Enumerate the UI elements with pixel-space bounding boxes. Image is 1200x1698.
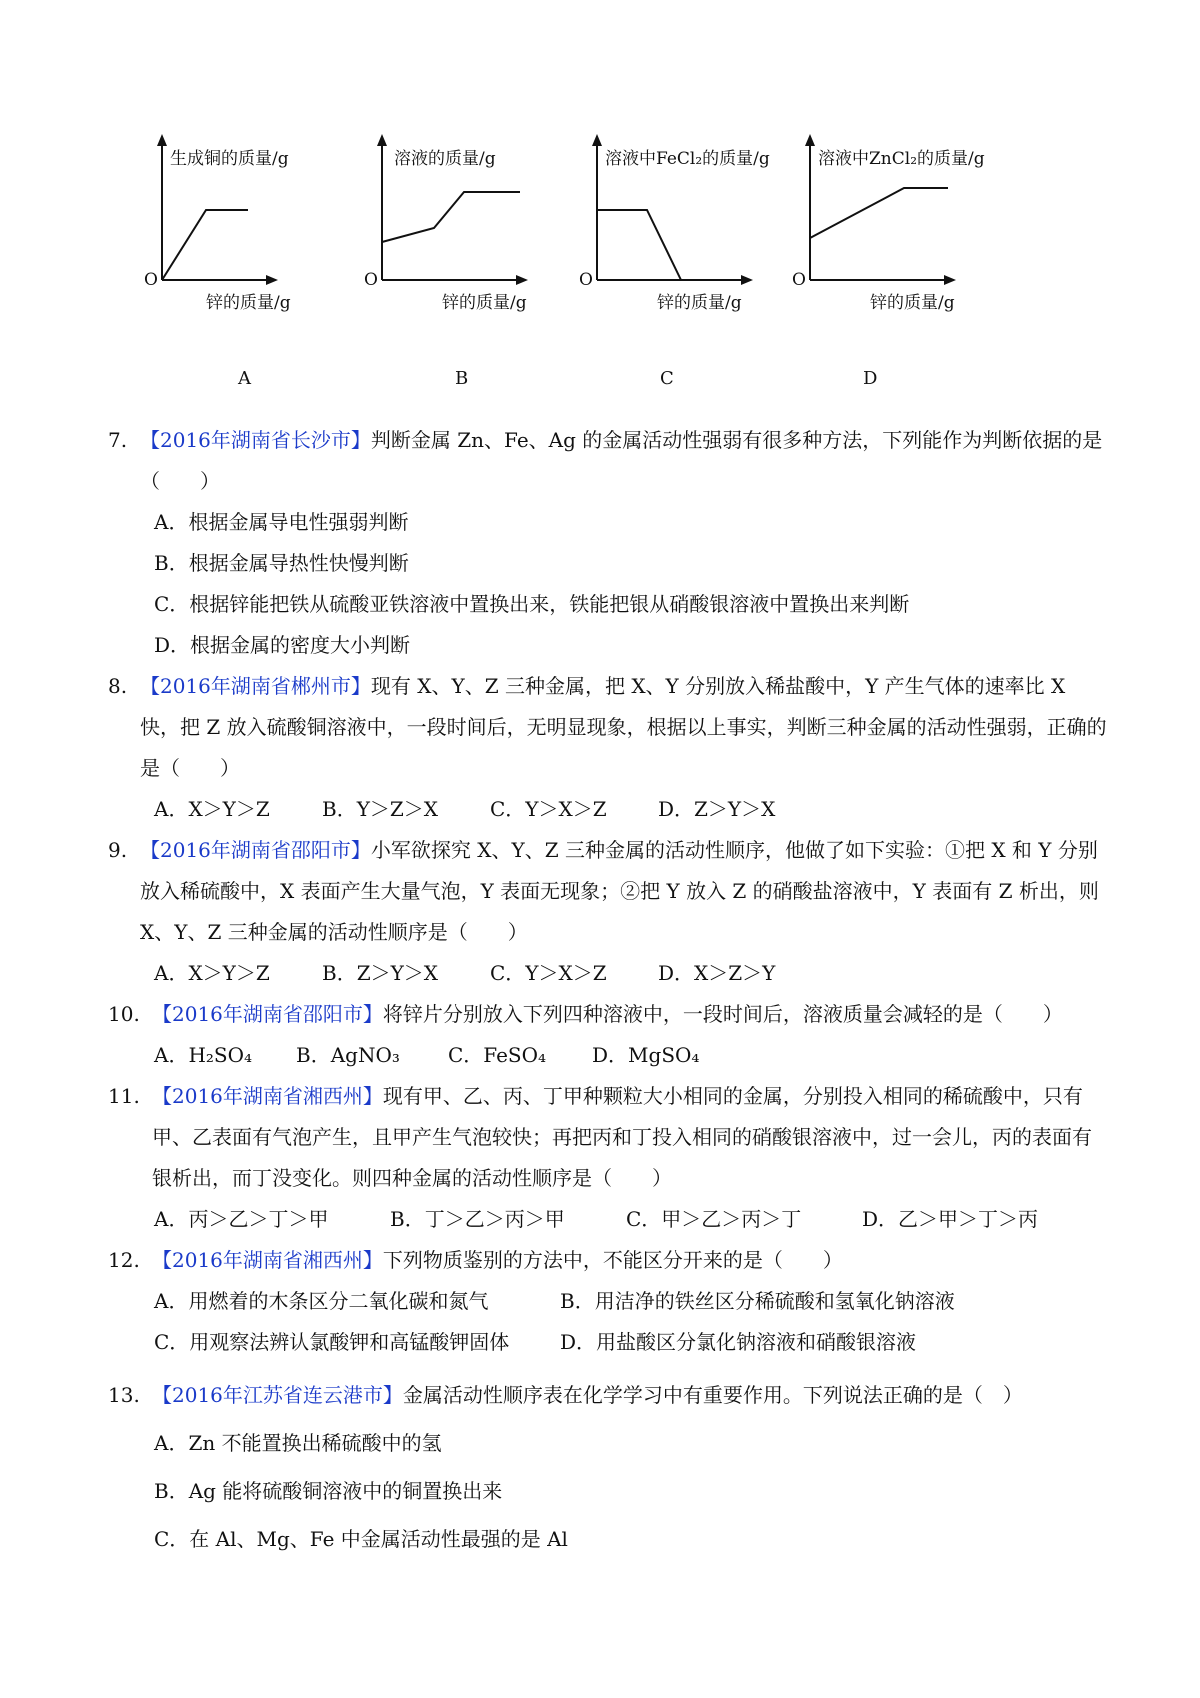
question-number: 9. <box>108 838 128 862</box>
graph-d <box>792 130 998 350</box>
question-stem: 金属活动性顺序表在化学学习中有重要作用。下列说法正确的是（ ） <box>402 1383 1023 1407</box>
question-stem: 下列物质鉴别的方法中，不能区分开来的是（ ） <box>382 1248 843 1272</box>
options-row <box>154 1322 1200 1363</box>
option-a: A．X＞Y＞Z <box>154 797 270 821</box>
option-c: C．Y＞X＞Z <box>490 797 607 821</box>
question-number: 13. <box>108 1383 140 1407</box>
option-d: D．用盐酸区分氯化钠溶液和硝酸银溶液 <box>560 1330 917 1354</box>
option-d: D．乙＞甲＞丁＞丙 <box>862 1207 1039 1231</box>
graph-a-origin: O <box>144 270 158 290</box>
graph-c-xlabel: 锌的质量/g <box>657 293 742 313</box>
option-a: A．Zn 不能置换出稀硫酸中的氢 <box>154 1431 442 1455</box>
option-b: B．用洁净的铁丝区分稀硫酸和氢氧化钠溶液 <box>560 1289 955 1313</box>
options-row <box>154 1281 1200 1322</box>
question-source: 【2016年湖南省湘西州】 <box>152 1084 383 1108</box>
option-b: B．根据金属导热性快慢判断 <box>154 551 409 575</box>
graph-c-curve <box>597 210 681 280</box>
question-stem: 现有甲、乙、丙、丁甲种颗粒大小相同的金属，分别投入相同的稀硫酸中，只有甲、乙表面有气泡产生，且甲产生气泡较快；再把丙和丁投入相同的硝酸银溶液中，过一会儿，丙的表面有银析出，而丁没变化。则四种金属的活动性顺序是（ ） <box>152 1084 1092 1190</box>
option-d: D．Z＞Y＞X <box>658 797 776 821</box>
option-b: B．AgNO₃ <box>296 1043 400 1067</box>
question-7 <box>108 420 1108 502</box>
graph-a-xlabel: 锌的质量/g <box>206 293 291 313</box>
option-a: A．用燃着的木条区分二氧化碳和氮气 <box>154 1289 489 1313</box>
question-9 <box>108 830 1108 953</box>
question-number: 8. <box>108 674 128 698</box>
graph-d-xlabel: 锌的质量/g <box>870 293 955 313</box>
option-d: D．根据金属的密度大小判断 <box>154 633 411 657</box>
graph-b-xlabel: 锌的质量/g <box>442 293 527 313</box>
option-a: A．X＞Y＞Z <box>154 961 270 985</box>
question-source: 【2016年湖南省郴州市】 <box>140 674 371 698</box>
question-stem: 判断金属 Zn、Fe、Ag 的金属活动性强弱有很多种方法，下列能作为判断依据的是（ ） <box>140 428 1103 493</box>
graph-a-curve <box>162 210 248 280</box>
question-13 <box>108 1371 1108 1419</box>
question-source: 【2016年湖南省邵阳市】 <box>140 838 371 862</box>
options-row <box>154 1199 1200 1240</box>
graph-c-ylabel: 溶液中FeCl₂的质量/g <box>605 149 770 169</box>
question-number: 10. <box>108 1002 140 1026</box>
question-list <box>0 420 1200 1563</box>
question-stem: 小军欲探究 X、Y、Z 三种金属的活动性顺序，他做了如下实验：①把 X 和 Y 分别放入稀硫酸中，X 表面产生大量气泡，Y 表面无现象；②把 Y 放入 Z 的硝酸盐溶液中，Y 表面有 Z 析出，则 X、Y、Z 三种金属的活动性顺序是（ ） <box>140 838 1099 944</box>
option-b: B．Ag 能将硫酸铜溶液中的铜置换出来 <box>154 1479 503 1503</box>
graph-c <box>579 130 785 350</box>
option-c: C．甲＞乙＞丙＞丁 <box>626 1207 802 1231</box>
graph-b <box>364 130 570 350</box>
option-c: C．用观察法辨认氯酸钾和高锰酸钾固体 <box>154 1330 510 1354</box>
question-12 <box>108 1240 1108 1281</box>
options-row <box>154 789 1200 830</box>
graph-c-origin: O <box>579 270 593 290</box>
question-source: 【2016年湖南省长沙市】 <box>140 428 371 452</box>
question-11 <box>108 1076 1108 1199</box>
option-b: B．Y＞Z＞X <box>322 797 439 821</box>
graph-b-origin: O <box>364 270 378 290</box>
graph-d-origin: O <box>792 270 806 290</box>
option-c: C．在 Al、Mg、Fe 中金属活动性最强的是 Al <box>154 1527 568 1551</box>
question-10 <box>108 994 1108 1035</box>
question-stem: 现有 X、Y、Z 三种金属，把 X、Y 分别放入稀盐酸中，Y 产生气体的速率比 X 快，把 Z 放入硫酸铜溶液中，一段时间后，无明显现象，根据以上事实，判断三种金属的活动性强弱，正确的是（ ） <box>140 674 1107 780</box>
graph-b-ylabel: 溶液的质量/g <box>394 149 496 169</box>
question-number: 12. <box>108 1248 140 1272</box>
option-a: A．H₂SO₄ <box>154 1043 253 1067</box>
option-c: C．FeSO₄ <box>448 1043 547 1067</box>
question-source: 【2016年湖南省湘西州】 <box>152 1248 383 1272</box>
option-c: C．Y＞X＞Z <box>490 961 607 985</box>
graph-d-caption: D <box>863 368 878 389</box>
question-number: 11. <box>108 1084 140 1108</box>
graph-row <box>0 0 1200 400</box>
option-d: D．X＞Z＞Y <box>658 961 776 985</box>
graph-c-caption: C <box>660 368 674 389</box>
question-stem: 将锌片分别放入下列四种溶液中，一段时间后，溶液质量会减轻的是（ ） <box>382 1002 1063 1026</box>
option-b: B．丁＞乙＞丙＞甲 <box>390 1207 565 1231</box>
question-source: 【2016年湖南省邵阳市】 <box>152 1002 383 1026</box>
graph-b-caption: B <box>455 368 469 389</box>
question-8 <box>108 666 1108 789</box>
option-a: A．根据金属导电性强弱判断 <box>154 510 409 534</box>
option-b: B．Z＞Y＞X <box>322 961 439 985</box>
options-row <box>154 1035 1200 1076</box>
graph-a <box>144 130 350 350</box>
question-source: 【2016年江苏省连云港市】 <box>152 1383 403 1407</box>
option-a: A．丙＞乙＞丁＞甲 <box>154 1207 329 1231</box>
question-number: 7. <box>108 428 128 452</box>
graph-d-ylabel: 溶液中ZnCl₂的质量/g <box>818 149 985 169</box>
graph-d-curve <box>810 188 948 238</box>
options-row <box>154 953 1200 994</box>
graph-a-caption: A <box>238 368 251 389</box>
graph-a-ylabel: 生成铜的质量/g <box>170 149 289 169</box>
option-c: C．根据锌能把铁从硫酸亚铁溶液中置换出来，铁能把银从硝酸银溶液中置换出来判断 <box>154 592 910 616</box>
option-d: D．MgSO₄ <box>592 1043 700 1067</box>
graph-b-curve <box>382 192 520 242</box>
